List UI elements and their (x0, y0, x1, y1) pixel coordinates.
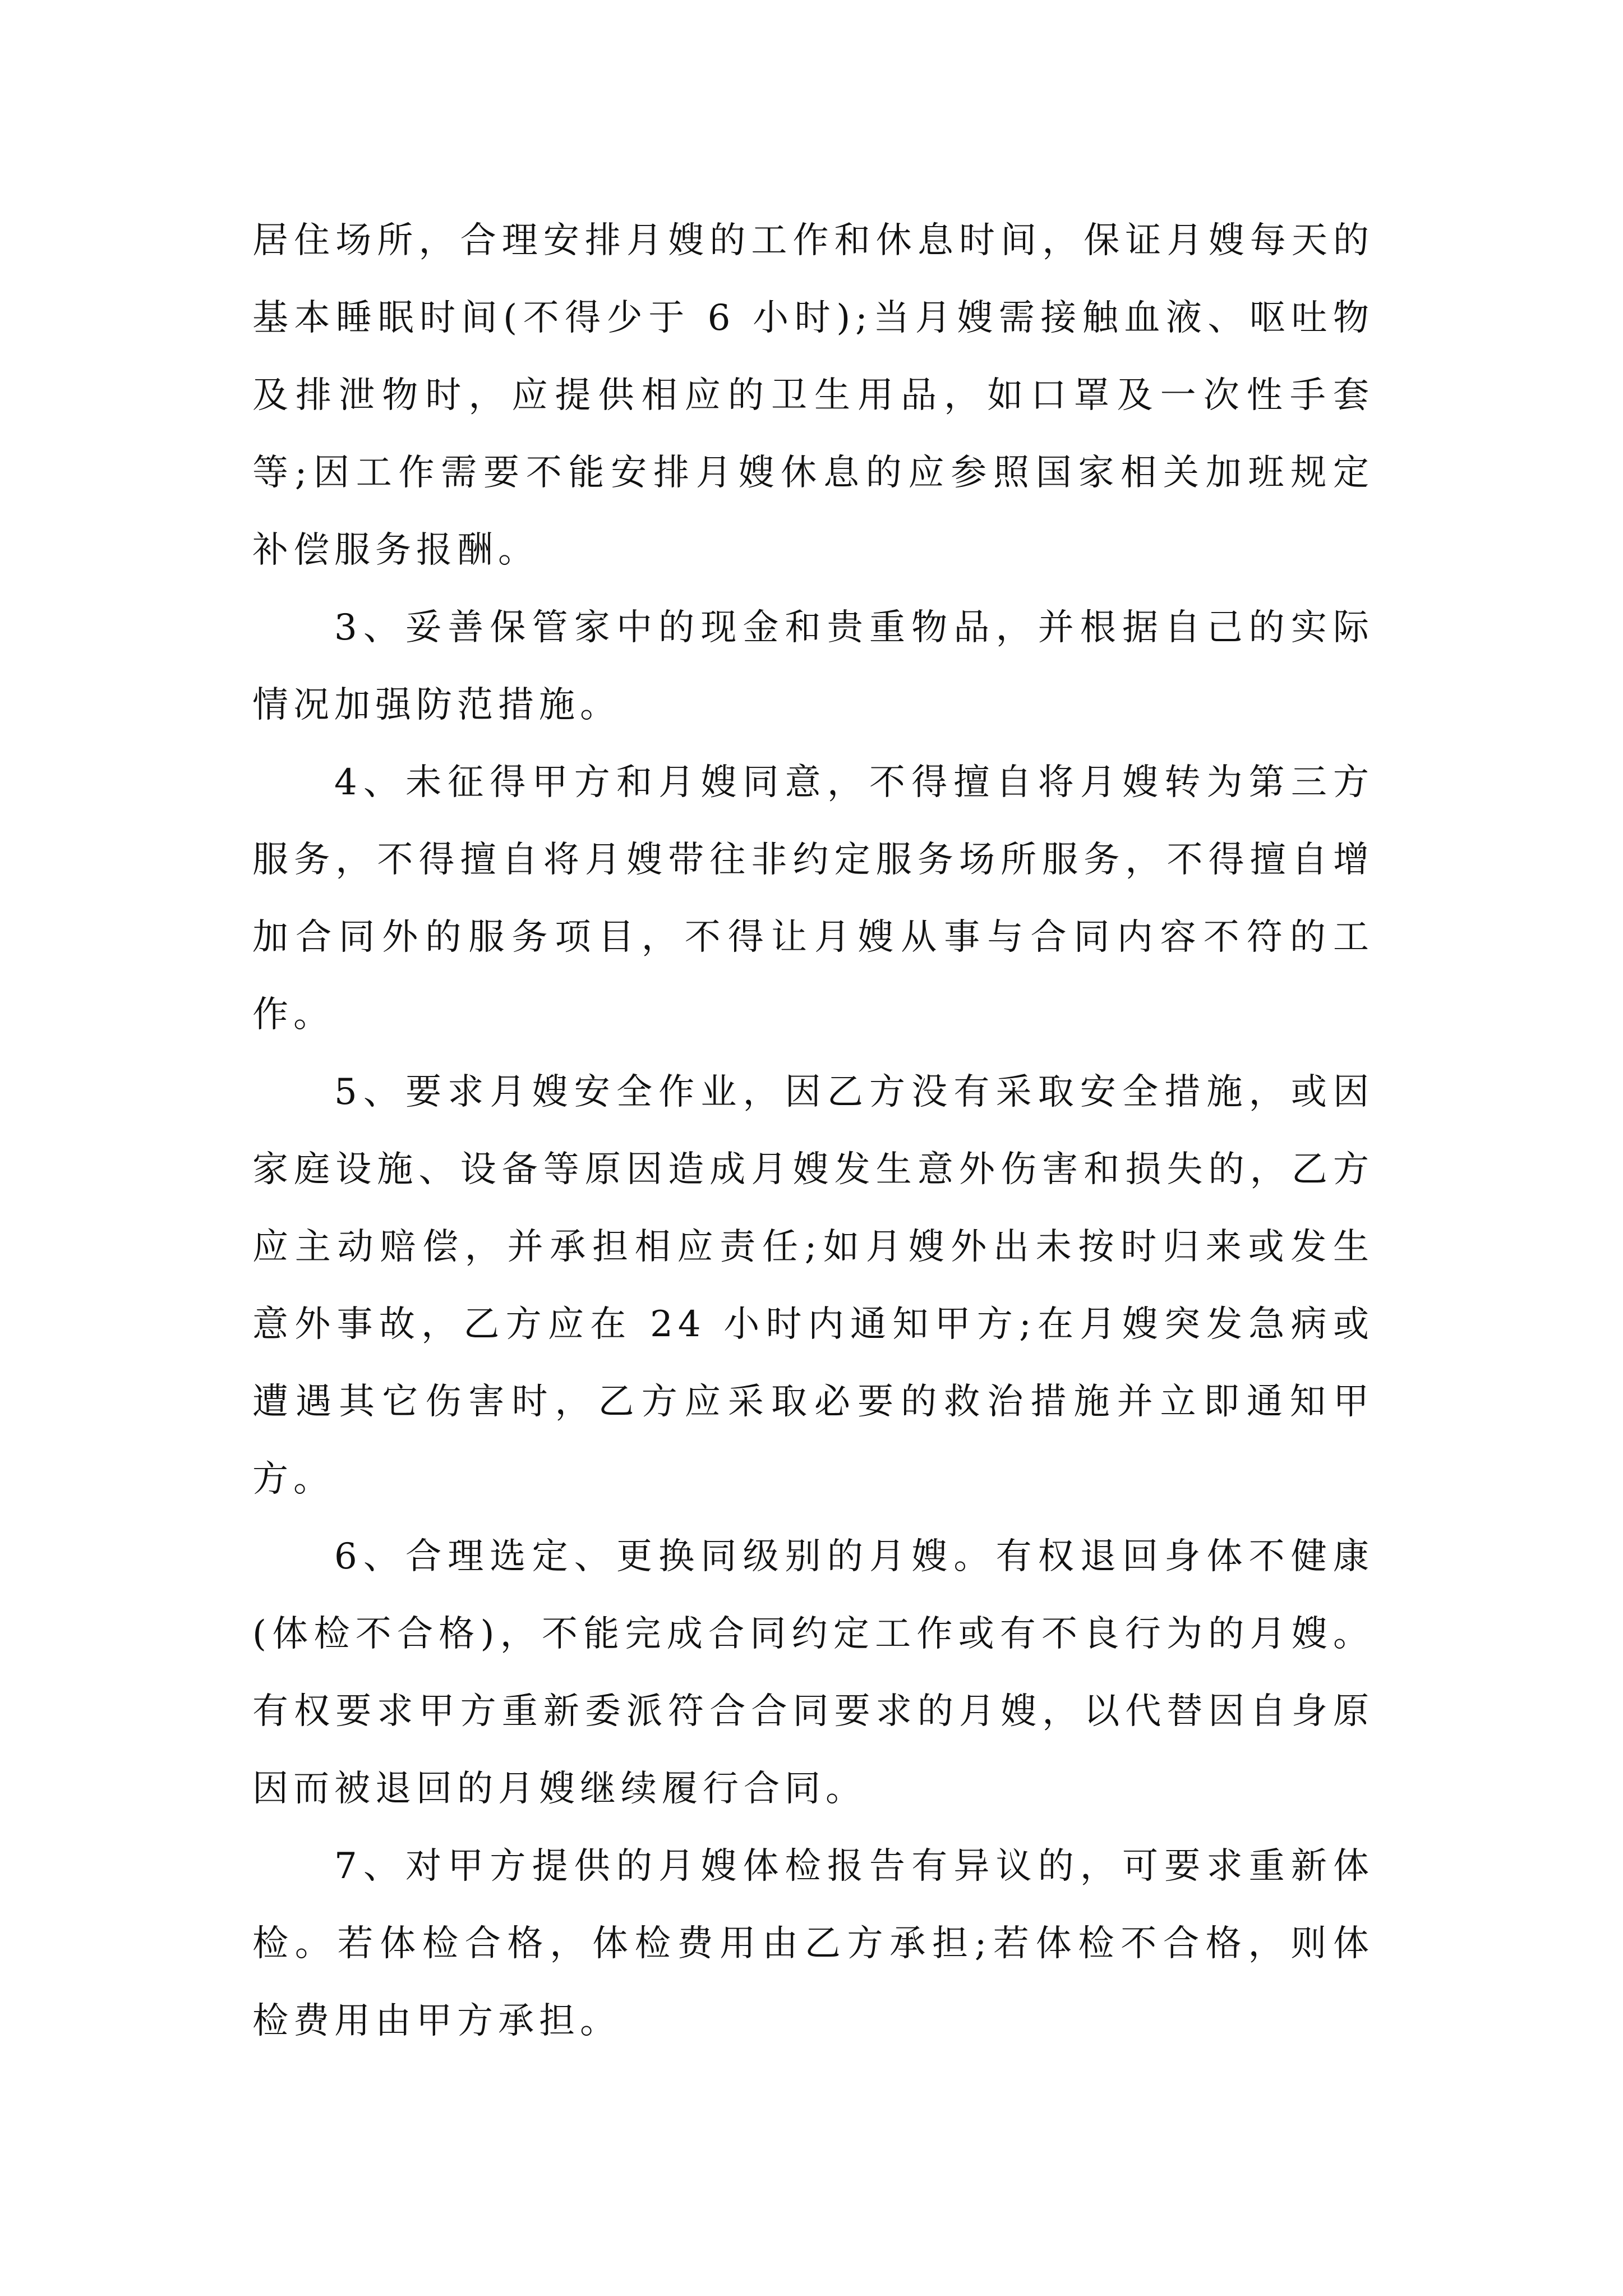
paragraph-continued: 居住场所，合理安排月嫂的工作和休息时间，保证月嫂每天的基本睡眠时间(不得少于 6 小时);当月嫂需接触血液、呕吐物及排泄物时，应提供相应的卫生用品，如口罩及一次性手套等;因工作需要不能安排月嫂休息的应参照国家相关加班规定补偿服务报酬。 (252, 220, 1374, 571)
paragraph-item-6: 6、合理选定、更换同级别的月嫂。有权退回身体不健康(体检不合格)，不能完成合同约定工作或有不良行为的月嫂。有权要求甲方重新委派符合合同要求的月嫂，以代替因自身原因而被退回的月嫂继续履行合同。 (252, 1536, 1374, 1810)
paragraph-item-5: 5、要求月嫂安全作业，因乙方没有采取安全措施，或因家庭设施、设备等原因造成月嫂发生意外伤害和损失的，乙方应主动赔偿，并承担相应责任;如月嫂外出未按时归来或发生意外事故，乙方应在 24 小时内通知甲方;在月嫂突发急病或遭遇其它伤害时，乙方应采取必要的救治措施并立即通知甲方。 (252, 1071, 1374, 1500)
paragraph-item-4: 4、未征得甲方和月嫂同意，不得擅自将月嫂转为第三方服务，不得擅自将月嫂带往非约定服务场所服务，不得擅自增加合同外的服务项目，不得让月嫂从事与合同内容不符的工作。 (252, 762, 1374, 1036)
paragraph-item-3: 3、妥善保管家中的现金和贵重物品，并根据自己的实际情况加强防范措施。 (252, 607, 1374, 726)
paragraph-item-7: 7、对甲方提供的月嫂体检报告有异议的，可要求重新体检。若体检合格，体检费用由乙方承担;若体检不合格，则体检费用由甲方承担。 (252, 1846, 1374, 2042)
document-body (252, 202, 1374, 2060)
